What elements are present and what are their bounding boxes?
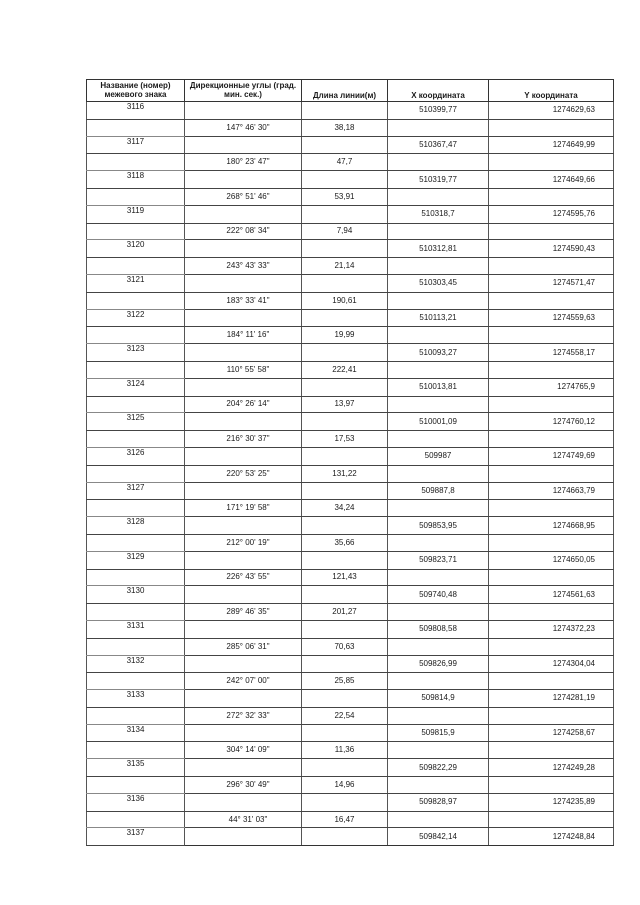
point-name-cell: 3136	[87, 793, 185, 811]
y-coordinate-cell: 1274668,95	[489, 517, 614, 535]
empty-cell	[185, 482, 302, 500]
line-length-cell: 14,96	[302, 777, 388, 794]
x-coordinate-cell: 509887,8	[388, 482, 489, 500]
line-length-cell: 121,43	[302, 569, 388, 586]
y-coordinate-cell: 1274590,43	[489, 240, 614, 258]
direction-angle-cell: 180° 23' 47"	[185, 154, 302, 171]
y-coordinate-cell: 1274571,47	[489, 274, 614, 292]
empty-cell	[388, 154, 489, 171]
empty-cell	[302, 690, 388, 708]
empty-cell	[302, 413, 388, 431]
table-row	[87, 690, 614, 708]
table-row	[87, 327, 614, 344]
table-row	[87, 274, 614, 292]
empty-cell	[489, 396, 614, 413]
y-coordinate-cell: 1274258,67	[489, 724, 614, 742]
table-row	[87, 413, 614, 431]
line-length-cell: 34,24	[302, 500, 388, 517]
point-name-cell: 3116	[87, 102, 185, 120]
direction-angle-cell: 212° 00' 19"	[185, 534, 302, 551]
x-coordinate-cell: 510113,21	[388, 309, 489, 327]
direction-angle-cell: 226° 43' 55"	[185, 569, 302, 586]
table-row	[87, 309, 614, 327]
line-length-cell: 21,14	[302, 258, 388, 275]
header-y: Y координата	[489, 80, 614, 102]
empty-cell	[388, 604, 489, 621]
empty-cell	[185, 240, 302, 258]
y-coordinate-cell: 1274235,89	[489, 793, 614, 811]
table-row	[87, 447, 614, 465]
boundary-coordinates-table	[86, 79, 614, 846]
empty-cell	[87, 223, 185, 240]
empty-cell	[489, 188, 614, 205]
line-length-cell: 47,7	[302, 154, 388, 171]
point-name-cell: 3122	[87, 309, 185, 327]
table-row	[87, 793, 614, 811]
empty-cell	[489, 465, 614, 482]
empty-cell	[87, 673, 185, 690]
y-coordinate-cell: 1274249,28	[489, 759, 614, 777]
point-name-cell: 3124	[87, 378, 185, 396]
empty-cell	[388, 292, 489, 309]
empty-cell	[185, 274, 302, 292]
empty-cell	[185, 655, 302, 673]
empty-cell	[185, 309, 302, 327]
line-length-cell: 17,53	[302, 431, 388, 448]
empty-cell	[185, 759, 302, 777]
y-coordinate-cell: 1274559,63	[489, 309, 614, 327]
x-coordinate-cell: 510093,27	[388, 344, 489, 362]
empty-cell	[87, 188, 185, 205]
x-coordinate-cell: 509814,9	[388, 690, 489, 708]
direction-angle-cell: 44° 31' 03"	[185, 811, 302, 828]
table-row	[87, 344, 614, 362]
direction-angle-cell: 285° 06' 31"	[185, 638, 302, 655]
direction-angle-cell: 171° 19' 58"	[185, 500, 302, 517]
x-coordinate-cell: 509740,48	[388, 586, 489, 604]
empty-cell	[489, 534, 614, 551]
empty-cell	[302, 171, 388, 189]
y-coordinate-cell: 1274595,76	[489, 205, 614, 223]
table-row	[87, 154, 614, 171]
empty-cell	[489, 292, 614, 309]
direction-angle-cell: 304° 14' 09"	[185, 742, 302, 759]
empty-cell	[185, 413, 302, 431]
table-row	[87, 205, 614, 223]
line-length-cell: 38,18	[302, 119, 388, 136]
empty-cell	[388, 223, 489, 240]
point-name-cell: 3123	[87, 344, 185, 362]
direction-angle-cell: 183° 33' 41"	[185, 292, 302, 309]
point-name-cell: 3130	[87, 586, 185, 604]
empty-cell	[185, 136, 302, 154]
table-row	[87, 482, 614, 500]
line-length-cell: 131,22	[302, 465, 388, 482]
empty-cell	[185, 586, 302, 604]
table-row	[87, 586, 614, 604]
empty-cell	[185, 447, 302, 465]
table-body	[87, 102, 614, 846]
empty-cell	[302, 240, 388, 258]
empty-cell	[87, 707, 185, 724]
table-row	[87, 465, 614, 482]
header-length: Длина линии(м)	[302, 80, 388, 102]
x-coordinate-cell: 509828,97	[388, 793, 489, 811]
empty-cell	[489, 569, 614, 586]
empty-cell	[87, 327, 185, 344]
empty-cell	[489, 638, 614, 655]
table-row	[87, 188, 614, 205]
y-coordinate-cell: 1274760,12	[489, 413, 614, 431]
empty-cell	[388, 119, 489, 136]
table-row	[87, 707, 614, 724]
empty-cell	[489, 811, 614, 828]
line-length-cell: 11,36	[302, 742, 388, 759]
empty-cell	[87, 777, 185, 794]
line-length-cell: 16,47	[302, 811, 388, 828]
point-name-cell: 3125	[87, 413, 185, 431]
direction-angle-cell: 147° 46' 30"	[185, 119, 302, 136]
line-length-cell: 201,27	[302, 604, 388, 621]
empty-cell	[388, 465, 489, 482]
table-row	[87, 742, 614, 759]
point-name-cell: 3126	[87, 447, 185, 465]
header-x: X координата	[388, 80, 489, 102]
direction-angle-cell: 220° 53' 25"	[185, 465, 302, 482]
table-row	[87, 811, 614, 828]
empty-cell	[185, 690, 302, 708]
table-row	[87, 292, 614, 309]
header-angles: Дирекционные углы (град. мин. сек.)	[185, 80, 302, 102]
x-coordinate-cell: 510001,09	[388, 413, 489, 431]
y-coordinate-cell: 1274304,04	[489, 655, 614, 673]
empty-cell	[302, 793, 388, 811]
empty-cell	[185, 828, 302, 846]
empty-cell	[87, 500, 185, 517]
empty-cell	[489, 707, 614, 724]
empty-cell	[87, 154, 185, 171]
x-coordinate-cell: 509987	[388, 447, 489, 465]
x-coordinate-cell: 510399,77	[388, 102, 489, 120]
empty-cell	[489, 258, 614, 275]
empty-cell	[302, 517, 388, 535]
direction-angle-cell: 242° 07' 00"	[185, 673, 302, 690]
direction-angle-cell: 268° 51' 46"	[185, 188, 302, 205]
empty-cell	[87, 534, 185, 551]
y-coordinate-cell: 1274248,84	[489, 828, 614, 846]
direction-angle-cell: 222° 08' 34"	[185, 223, 302, 240]
empty-cell	[489, 361, 614, 378]
direction-angle-cell: 243° 43' 33"	[185, 258, 302, 275]
x-coordinate-cell: 509826,99	[388, 655, 489, 673]
empty-cell	[388, 431, 489, 448]
line-length-cell: 13,97	[302, 396, 388, 413]
empty-cell	[302, 620, 388, 638]
y-coordinate-cell: 1274649,99	[489, 136, 614, 154]
point-name-cell: 3133	[87, 690, 185, 708]
table-row	[87, 378, 614, 396]
direction-angle-cell: 110° 55' 58"	[185, 361, 302, 378]
table-header	[87, 80, 614, 102]
empty-cell	[302, 102, 388, 120]
empty-cell	[388, 396, 489, 413]
direction-angle-cell: 296° 30' 49"	[185, 777, 302, 794]
empty-cell	[87, 569, 185, 586]
x-coordinate-cell: 509822,29	[388, 759, 489, 777]
empty-cell	[87, 119, 185, 136]
line-length-cell: 70,63	[302, 638, 388, 655]
empty-cell	[489, 777, 614, 794]
point-name-cell: 3131	[87, 620, 185, 638]
table-row	[87, 171, 614, 189]
empty-cell	[388, 188, 489, 205]
line-length-cell: 22,54	[302, 707, 388, 724]
empty-cell	[185, 517, 302, 535]
point-name-cell: 3118	[87, 171, 185, 189]
table-row	[87, 551, 614, 569]
direction-angle-cell: 272° 32' 33"	[185, 707, 302, 724]
empty-cell	[388, 673, 489, 690]
empty-cell	[388, 742, 489, 759]
empty-cell	[302, 274, 388, 292]
x-coordinate-cell: 510318,7	[388, 205, 489, 223]
x-coordinate-cell: 509808,58	[388, 620, 489, 638]
x-coordinate-cell: 509853,95	[388, 517, 489, 535]
table-row	[87, 620, 614, 638]
empty-cell	[489, 327, 614, 344]
table-row	[87, 655, 614, 673]
empty-cell	[185, 620, 302, 638]
empty-cell	[185, 205, 302, 223]
empty-cell	[388, 258, 489, 275]
line-length-cell: 19,99	[302, 327, 388, 344]
point-name-cell: 3137	[87, 828, 185, 846]
empty-cell	[302, 828, 388, 846]
empty-cell	[302, 344, 388, 362]
line-length-cell: 7,94	[302, 223, 388, 240]
empty-cell	[87, 431, 185, 448]
empty-cell	[489, 119, 614, 136]
empty-cell	[388, 534, 489, 551]
y-coordinate-cell: 1274765,9	[489, 378, 614, 396]
y-coordinate-cell: 1274749,69	[489, 447, 614, 465]
empty-cell	[87, 258, 185, 275]
empty-cell	[185, 344, 302, 362]
empty-cell	[388, 500, 489, 517]
empty-cell	[489, 742, 614, 759]
point-name-cell: 3135	[87, 759, 185, 777]
table-row	[87, 102, 614, 120]
direction-angle-cell: 289° 46' 35"	[185, 604, 302, 621]
point-name-cell: 3129	[87, 551, 185, 569]
empty-cell	[185, 724, 302, 742]
table-row	[87, 534, 614, 551]
empty-cell	[489, 500, 614, 517]
table-row	[87, 258, 614, 275]
empty-cell	[388, 638, 489, 655]
line-length-cell: 25,85	[302, 673, 388, 690]
line-length-cell: 35,66	[302, 534, 388, 551]
empty-cell	[489, 431, 614, 448]
point-name-cell: 3127	[87, 482, 185, 500]
empty-cell	[87, 638, 185, 655]
table-row	[87, 240, 614, 258]
y-coordinate-cell: 1274649,66	[489, 171, 614, 189]
table-row	[87, 500, 614, 517]
empty-cell	[489, 154, 614, 171]
y-coordinate-cell: 1274372,23	[489, 620, 614, 638]
empty-cell	[185, 171, 302, 189]
table-row	[87, 517, 614, 535]
empty-cell	[489, 673, 614, 690]
direction-angle-cell: 204° 26' 14"	[185, 396, 302, 413]
y-coordinate-cell: 1274663,79	[489, 482, 614, 500]
empty-cell	[185, 378, 302, 396]
table-row	[87, 777, 614, 794]
table-row	[87, 119, 614, 136]
point-name-cell: 3128	[87, 517, 185, 535]
y-coordinate-cell: 1274650,05	[489, 551, 614, 569]
empty-cell	[87, 396, 185, 413]
table-row	[87, 604, 614, 621]
y-coordinate-cell: 1274558,17	[489, 344, 614, 362]
point-name-cell: 3117	[87, 136, 185, 154]
empty-cell	[302, 586, 388, 604]
empty-cell	[185, 102, 302, 120]
table-row	[87, 136, 614, 154]
table-row	[87, 361, 614, 378]
empty-cell	[388, 327, 489, 344]
empty-cell	[302, 447, 388, 465]
line-length-cell: 53,91	[302, 188, 388, 205]
line-length-cell: 222,41	[302, 361, 388, 378]
empty-cell	[388, 777, 489, 794]
empty-cell	[388, 707, 489, 724]
point-name-cell: 3119	[87, 205, 185, 223]
table-row	[87, 828, 614, 846]
table-row	[87, 396, 614, 413]
point-name-cell: 3132	[87, 655, 185, 673]
x-coordinate-cell: 510319,77	[388, 171, 489, 189]
empty-cell	[87, 604, 185, 621]
y-coordinate-cell: 1274281,19	[489, 690, 614, 708]
empty-cell	[302, 551, 388, 569]
point-name-cell: 3134	[87, 724, 185, 742]
table-row	[87, 638, 614, 655]
table-row	[87, 673, 614, 690]
empty-cell	[302, 655, 388, 673]
empty-cell	[302, 205, 388, 223]
table-row	[87, 759, 614, 777]
x-coordinate-cell: 510367,47	[388, 136, 489, 154]
x-coordinate-cell: 509823,71	[388, 551, 489, 569]
x-coordinate-cell: 510013,81	[388, 378, 489, 396]
empty-cell	[87, 361, 185, 378]
y-coordinate-cell: 1274561,63	[489, 586, 614, 604]
empty-cell	[302, 136, 388, 154]
empty-cell	[302, 309, 388, 327]
empty-cell	[87, 811, 185, 828]
table-row	[87, 724, 614, 742]
line-length-cell: 190,61	[302, 292, 388, 309]
empty-cell	[87, 292, 185, 309]
header-name: Название (номер) межевого знака	[87, 80, 185, 102]
empty-cell	[302, 724, 388, 742]
direction-angle-cell: 184° 11' 16"	[185, 327, 302, 344]
empty-cell	[302, 759, 388, 777]
empty-cell	[302, 378, 388, 396]
direction-angle-cell: 216° 30' 37"	[185, 431, 302, 448]
table-row	[87, 569, 614, 586]
table-row	[87, 223, 614, 240]
x-coordinate-cell: 509842,14	[388, 828, 489, 846]
empty-cell	[489, 604, 614, 621]
empty-cell	[388, 361, 489, 378]
header-row	[87, 80, 614, 102]
empty-cell	[185, 793, 302, 811]
x-coordinate-cell: 510312,81	[388, 240, 489, 258]
y-coordinate-cell: 1274629,63	[489, 102, 614, 120]
empty-cell	[388, 811, 489, 828]
table-row	[87, 431, 614, 448]
point-name-cell: 3120	[87, 240, 185, 258]
empty-cell	[388, 569, 489, 586]
empty-cell	[87, 742, 185, 759]
point-name-cell: 3121	[87, 274, 185, 292]
x-coordinate-cell: 510303,45	[388, 274, 489, 292]
empty-cell	[87, 465, 185, 482]
empty-cell	[302, 482, 388, 500]
empty-cell	[185, 551, 302, 569]
empty-cell	[489, 223, 614, 240]
x-coordinate-cell: 509815,9	[388, 724, 489, 742]
